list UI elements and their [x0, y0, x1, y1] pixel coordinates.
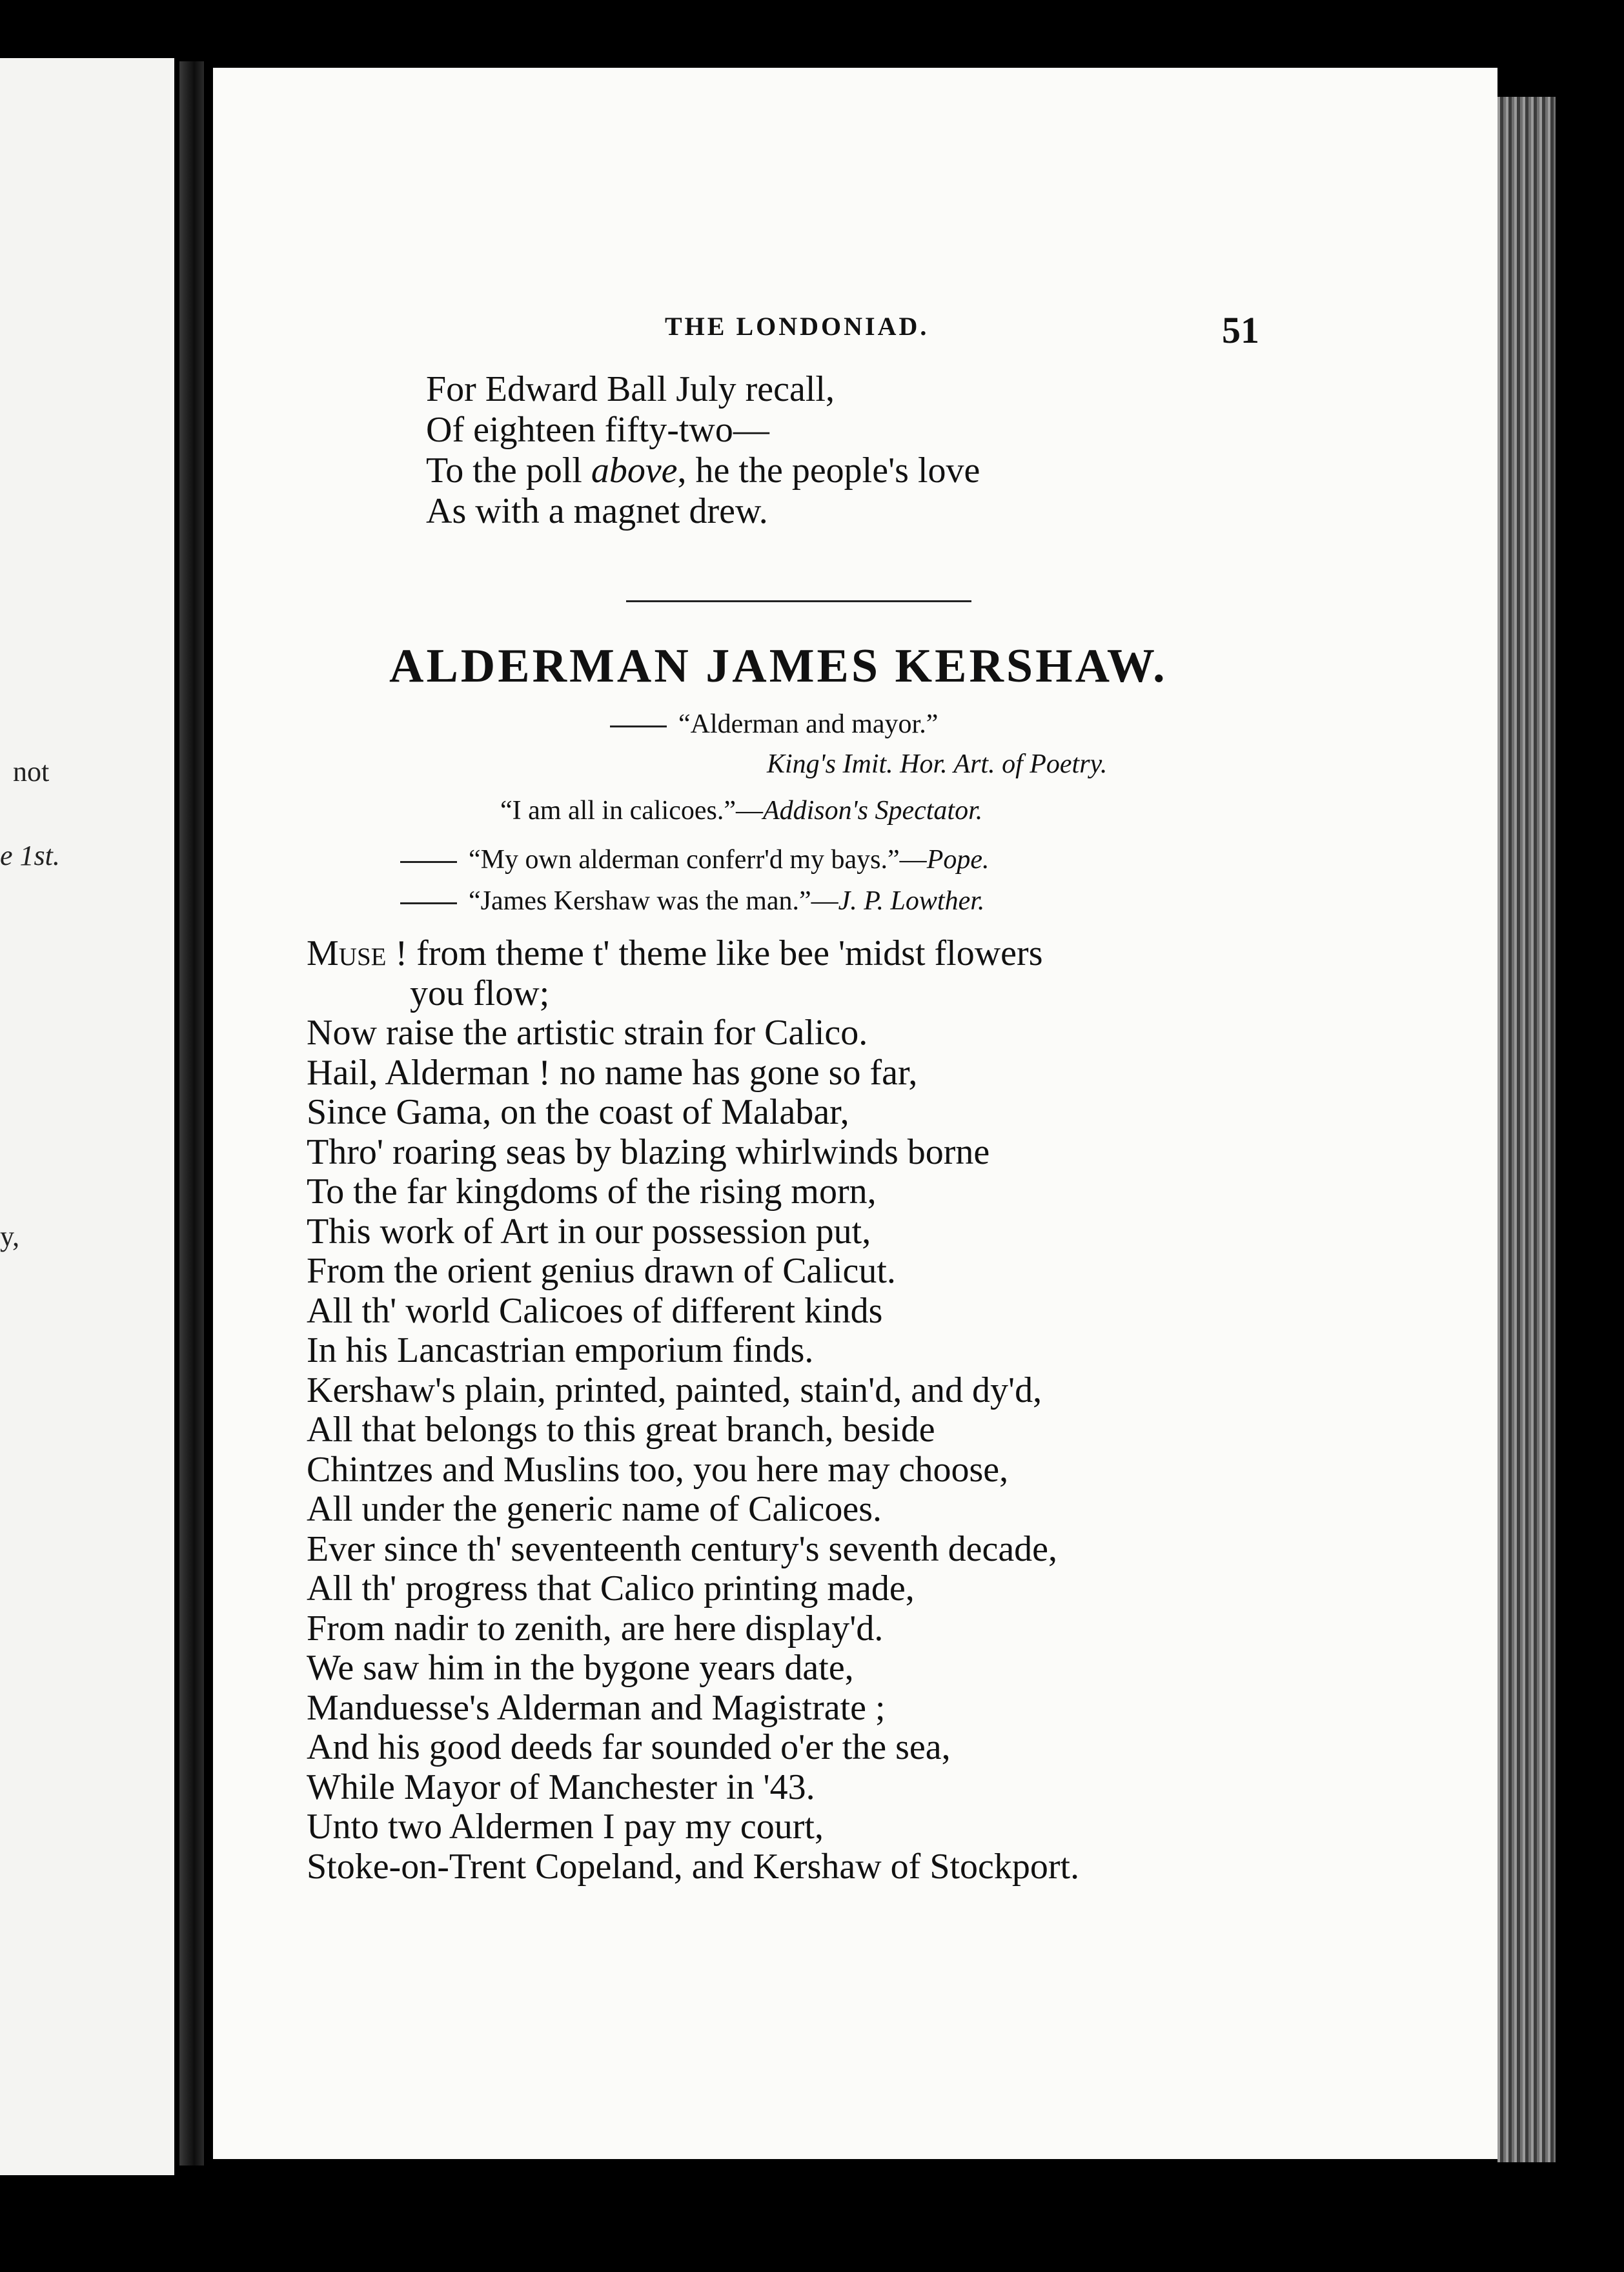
poem-line: you flow;: [410, 973, 550, 1013]
poem-line: Ever since th' seventeenth century's seventh decade,: [307, 1528, 1058, 1569]
poem-line: Now raise the artistic strain for Calico.: [307, 1013, 868, 1053]
epigraph-quote: “My own alderman conferr'd my bays.”—: [469, 845, 927, 875]
epigraph: [610, 709, 938, 740]
poem: [307, 934, 1079, 1887]
epigraph-source: King's Imit. Hor. Art. of Poetry.: [767, 749, 1108, 779]
poem-line: Hail, Alderman ! no name has gone so far,: [307, 1052, 918, 1093]
poem-line: All under the generic name of Calicoes.: [307, 1489, 882, 1529]
epigraph-source: Addison's Spectator.: [762, 796, 983, 826]
left-page-fragment: y,: [0, 1221, 20, 1252]
section-heading: ALDERMAN JAMES KERSHAW.: [389, 640, 1168, 693]
epigraph-quote: “James Kershaw was the man.”—: [469, 886, 838, 916]
poem-line: This work of Art in our possession put,: [307, 1211, 871, 1252]
left-page-fragment: not: [13, 756, 50, 787]
poem-line: Thro' roaring seas by blazing whirlwinds borne: [307, 1131, 990, 1172]
section-rule: [626, 600, 971, 602]
epigraph: [400, 844, 989, 875]
stanza-line: To the poll above, he the people's love: [426, 451, 980, 491]
poem-line: [307, 934, 1079, 974]
epigraph: [767, 749, 1107, 780]
epigraph-source: Pope.: [926, 845, 990, 875]
epigraph-dash: [400, 902, 457, 904]
epigraph: [400, 886, 984, 917]
epigraph-quote: “I am all in calicoes.”—: [500, 796, 763, 826]
poem-line: From nadir to zenith, are here display'd.: [307, 1608, 884, 1648]
running-head: THE LONDONIAD.: [665, 312, 929, 341]
epigraph-quote: “Alderman and mayor.”: [678, 709, 939, 739]
poem-first-word: Muse: [307, 933, 387, 973]
poem-line: Chintzes and Muslins too, you here may choose,: [307, 1449, 1009, 1490]
left-facing-page: [0, 58, 174, 2175]
epigraph-dash: [400, 861, 457, 863]
poem-line: In his Lancastrian emporium finds.: [307, 1330, 814, 1370]
poem-line: All th' world Calicoes of different kinds: [307, 1290, 883, 1331]
epigraph-source: J. P. Lowther.: [838, 886, 985, 916]
poem-line: Manduesse's Alderman and Magistrate ;: [307, 1687, 886, 1728]
poem-line: Since Gama, on the coast of Malabar,: [307, 1092, 849, 1132]
stanza: [426, 369, 980, 532]
poem-line: From the orient genius drawn of Calicut.: [307, 1251, 896, 1291]
left-page-fragment: e 1st.: [0, 840, 60, 871]
stanza-line: For Edward Ball July recall,: [426, 369, 835, 409]
poem-line: To the far kingdoms of the rising morn,: [307, 1172, 877, 1212]
page-number: 51: [1222, 309, 1259, 351]
poem-line: All that belongs to this great branch, beside: [307, 1410, 935, 1450]
page-edges: [1497, 97, 1556, 2162]
epigraph-dash: [610, 725, 667, 727]
poem-line: Stoke-on-Trent Copeland, and Kershaw of Stockport.: [307, 1846, 1080, 1887]
book-gutter: [179, 61, 204, 2166]
poem-line: While Mayor of Manchester in '43.: [307, 1767, 815, 1807]
poem-line-text: ! from theme t' theme like bee 'midst flowers: [395, 933, 1043, 973]
poem-line: All th' progress that Calico printing made,: [307, 1568, 915, 1608]
epigraph: [500, 795, 982, 826]
poem-line: Kershaw's plain, printed, painted, stain'd, and dy'd,: [307, 1370, 1042, 1410]
stanza-line: Of eighteen fifty-two—: [426, 410, 769, 450]
poem-line: And his good deeds far sounded o'er the sea,: [307, 1727, 951, 1767]
poem-line: Unto two Aldermen I pay my court,: [307, 1807, 824, 1847]
poem-line: We saw him in the bygone years date,: [307, 1648, 854, 1688]
stanza-line: As with a magnet drew.: [426, 491, 768, 531]
